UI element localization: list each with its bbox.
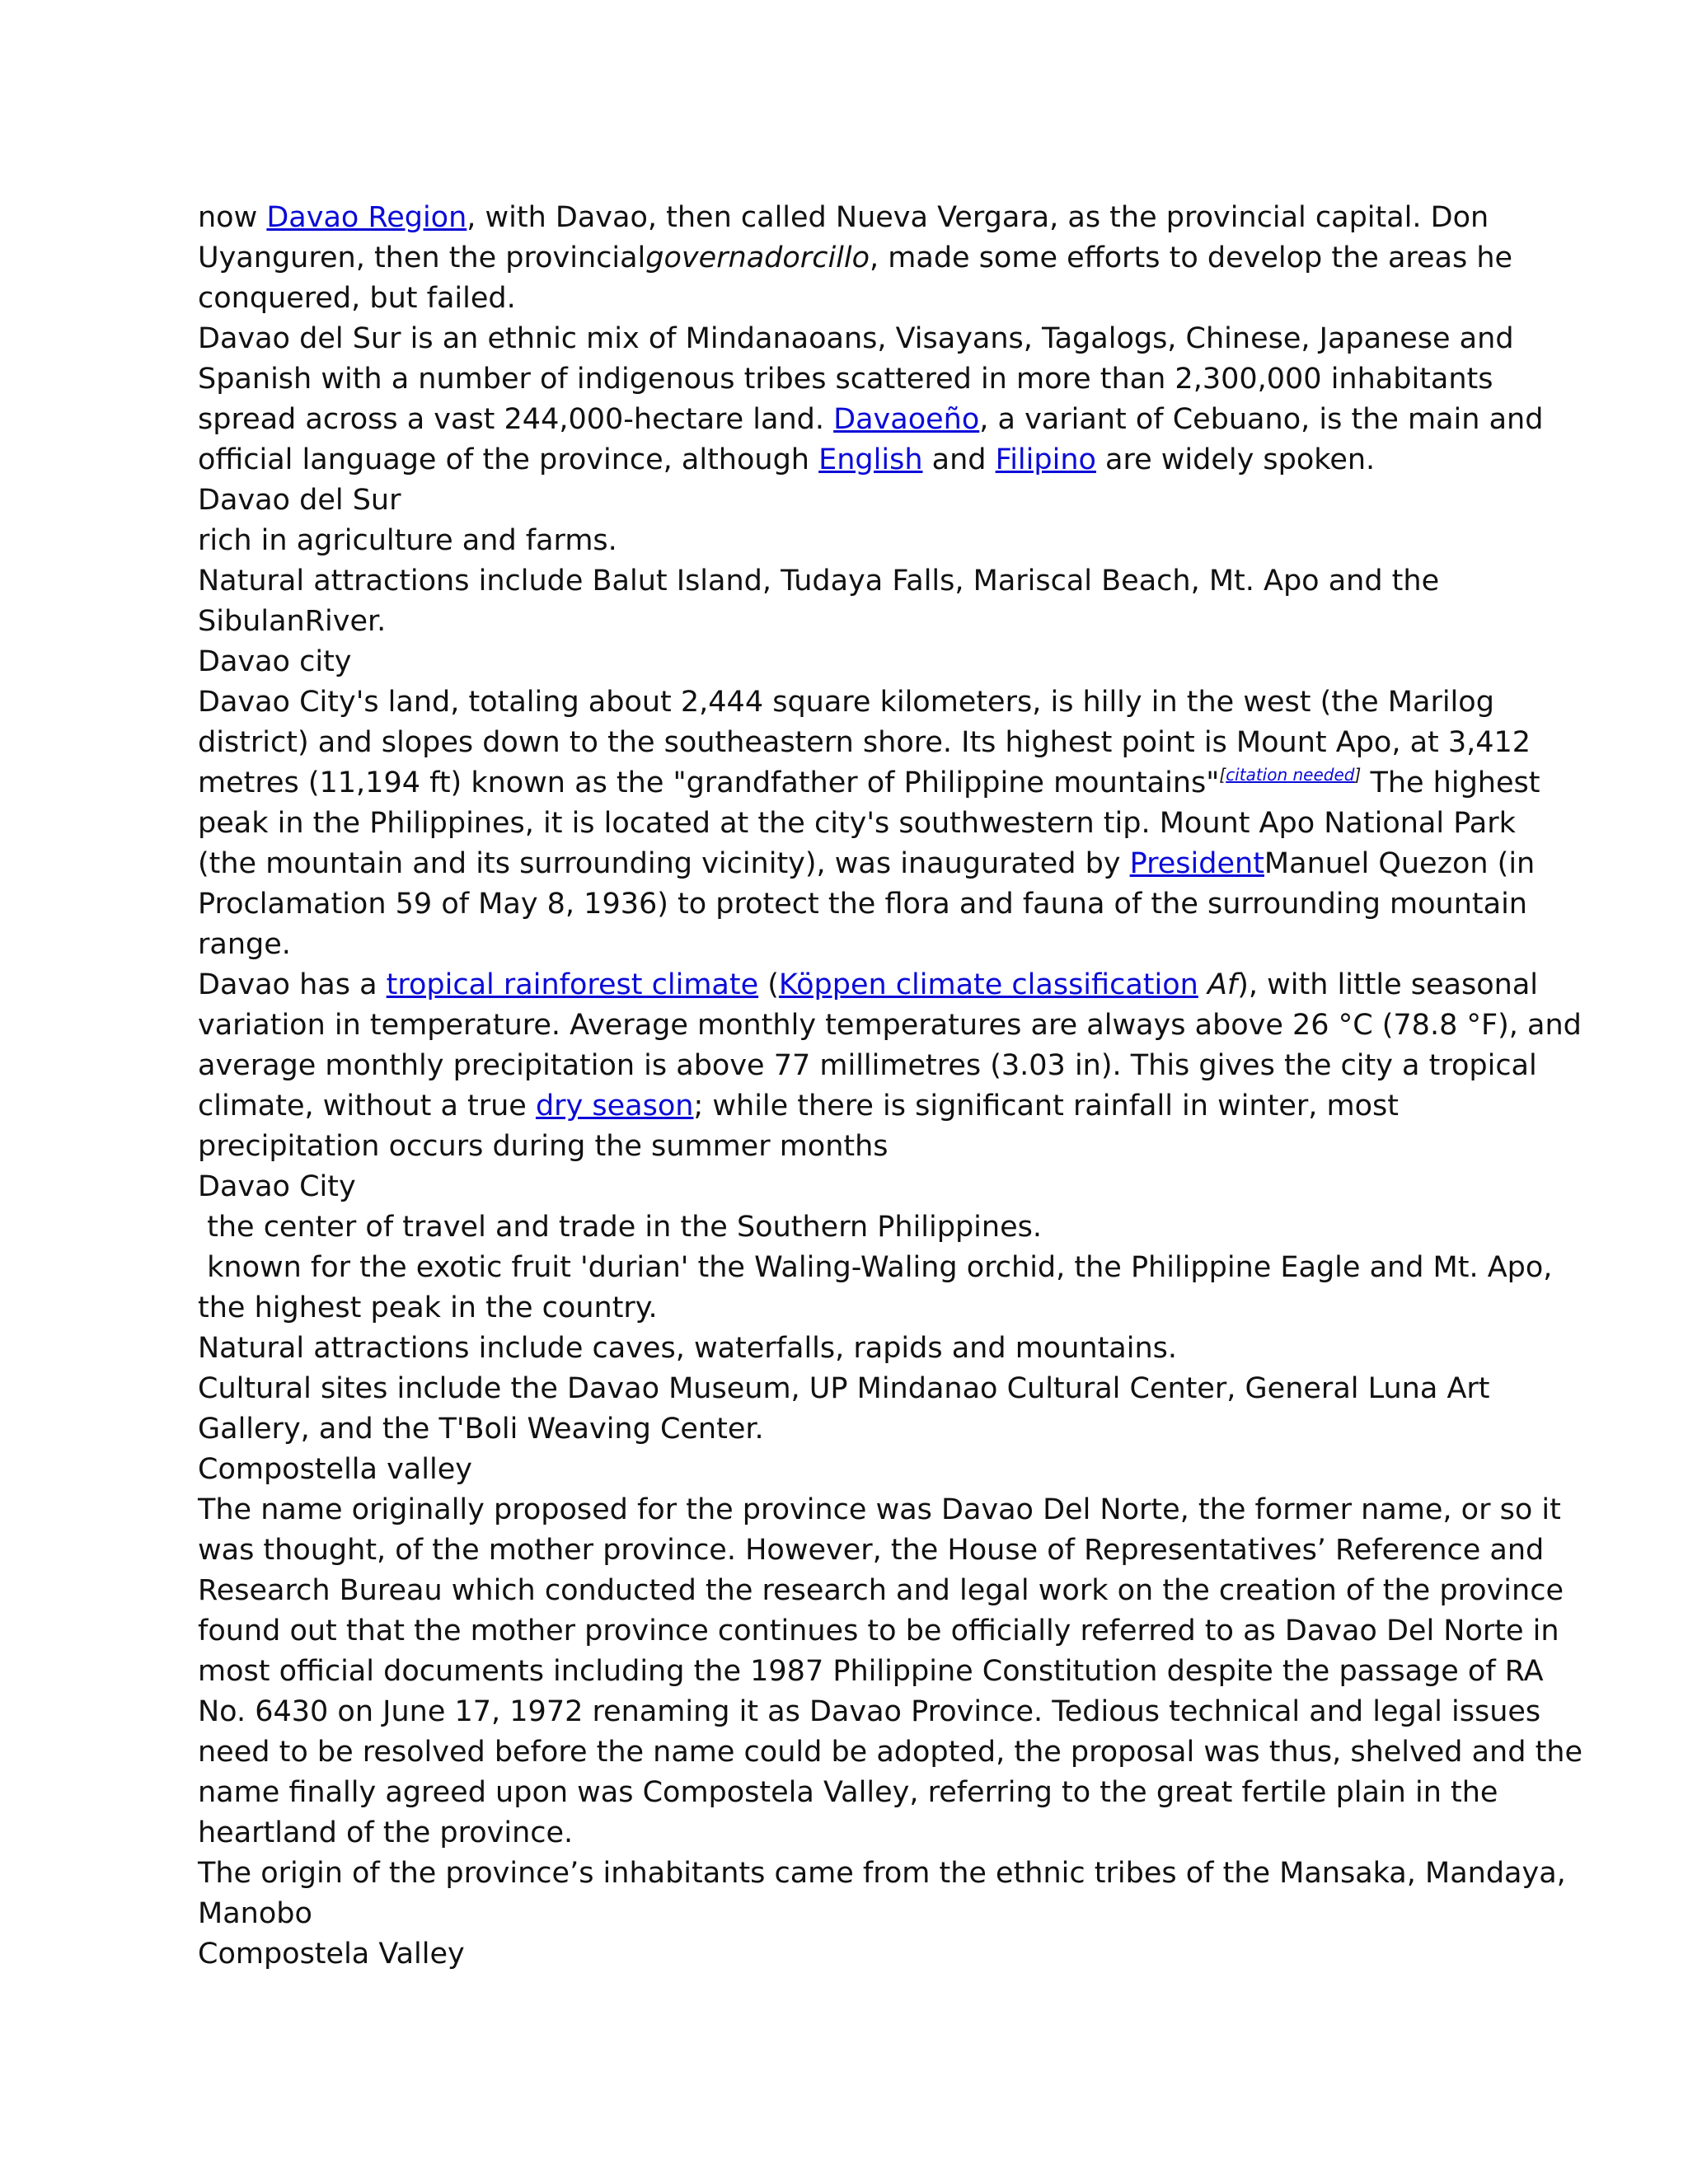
hyperlink[interactable]: English xyxy=(818,443,923,476)
text-line xyxy=(198,1692,1541,1732)
text-line xyxy=(198,440,1500,480)
text-line xyxy=(198,602,1500,642)
citation-needed-link[interactable]: citation needed xyxy=(1226,765,1355,785)
text-run: Davao has a xyxy=(198,968,387,1001)
text-line xyxy=(198,319,1514,359)
text-line xyxy=(198,723,1531,763)
text-run: are widely spoken. xyxy=(1095,443,1376,476)
hyperlink[interactable]: Davao Region xyxy=(266,201,467,234)
text-run: known for the exotic fruit 'durian' the Waling-Waling orchid, the Philippine Eagle and Mt. Apo, xyxy=(198,1251,1553,1284)
text-run: Davao del Sur is an ethnic mix of Mindanaoans, Visayans, Tagalogs, Chinese, Japanese and xyxy=(198,322,1514,355)
text-line xyxy=(198,763,1540,804)
text-run: spread across a vast 244,000-hectare land. xyxy=(198,403,834,436)
hyperlink[interactable]: tropical rainforest climate xyxy=(386,968,759,1001)
text-run: Compostela Valley xyxy=(198,1938,465,1971)
text-line xyxy=(198,1773,1500,1813)
text-line xyxy=(198,1611,1559,1652)
text-line xyxy=(198,1894,1500,1934)
document-body xyxy=(198,198,1583,1975)
text-line xyxy=(198,1086,1500,1127)
bracket-open: [ xyxy=(1219,765,1226,785)
text-run: official language of the province, although xyxy=(198,443,819,476)
text-run: SibulanRiver. xyxy=(198,605,387,638)
text-run: ( xyxy=(758,968,779,1001)
text-run: most official documents including the 1987 Philippine Constitution despite the passage of RA xyxy=(198,1655,1544,1688)
text-run: range. xyxy=(198,928,291,961)
text-line xyxy=(198,1127,1500,1167)
text-run: now xyxy=(198,201,267,234)
text-line xyxy=(198,1046,1537,1086)
text-line xyxy=(198,925,1500,965)
hyperlink[interactable]: dry season xyxy=(535,1090,694,1122)
text-run: No. 6430 on June 17, 1972 renaming it as Davao Province. Tedious technical and legal issues xyxy=(198,1695,1541,1728)
text-line xyxy=(198,359,1500,400)
hyperlink[interactable]: President xyxy=(1129,847,1264,880)
citation-note xyxy=(1219,765,1361,785)
text-run xyxy=(1198,968,1207,1001)
text-run: , a variant of Cebuano, is the main and xyxy=(979,403,1544,436)
text-line xyxy=(198,1409,1500,1450)
text-run: need to be resolved before the name could be adopted, the proposal was thus, shelved and the xyxy=(198,1736,1583,1769)
text-run: Research Bureau which conducted the research and legal work on the creation of the province xyxy=(198,1574,1564,1607)
text-run: the highest peak in the country. xyxy=(198,1291,658,1324)
text-line xyxy=(198,844,1536,884)
text-run: Natural attractions include Balut Island, Tudaya Falls, Mariscal Beach, Mt. Apo and the xyxy=(198,565,1440,598)
text-line xyxy=(198,1571,1564,1611)
text-run: found out that the mother province continues to be officially referred to as Davao Del Norte in xyxy=(198,1615,1559,1647)
bracket-close: ] xyxy=(1354,765,1362,785)
text-run: rich in agriculture and farms. xyxy=(198,524,617,557)
text-run: , made some efforts to develop the areas he xyxy=(870,241,1513,274)
text-line xyxy=(198,1732,1583,1773)
text-run: (the mountain and its surrounding vicinity), was inaugurated by xyxy=(198,847,1130,880)
text-run: ; while there is significant rainfall in winter, most xyxy=(693,1090,1399,1122)
text-line xyxy=(198,1329,1500,1369)
hyperlink[interactable]: Köppen climate classification xyxy=(778,968,1198,1001)
text-run: district) and slopes down to the southeastern shore. Its highest point is Mount Apo, at 3,412 xyxy=(198,726,1531,759)
text-run: variation in temperature. Average monthly temperatures are always above 26 °C (78.8 °F), and xyxy=(198,1009,1582,1042)
text-line xyxy=(198,884,1527,925)
text-line xyxy=(198,1369,1500,1409)
text-line xyxy=(198,1813,1500,1854)
text-line xyxy=(198,238,1513,279)
text-line xyxy=(198,1005,1582,1046)
text-line xyxy=(198,804,1516,844)
text-line xyxy=(198,521,1500,561)
text-line xyxy=(198,279,1500,319)
text-run: ), with little seasonal xyxy=(1237,968,1539,1001)
text-line xyxy=(198,1854,1566,1894)
text-run: Manobo xyxy=(198,1897,312,1930)
text-line xyxy=(198,1490,1561,1530)
text-line xyxy=(198,561,1500,602)
text-run: Compostella valley xyxy=(198,1453,472,1486)
text-run: Proclamation 59 of May 8, 1936) to protect the flora and fauna of the surrounding mountain xyxy=(198,888,1527,921)
text-run: Manuel Quezon (in xyxy=(1264,847,1536,880)
text-run: Davao city xyxy=(198,645,352,678)
text-run: average monthly precipitation is above 77 millimetres (3.03 in). This gives the city a tropical xyxy=(198,1049,1537,1082)
text-run: Spanish with a number of indigenous tribes scattered in more than 2,300,000 inhabitants xyxy=(198,363,1493,396)
text-line xyxy=(198,1207,1500,1248)
text-run: Davao City's land, totaling about 2,444 square kilometers, is hilly in the west (the Marilog xyxy=(198,686,1494,719)
hyperlink[interactable]: Davaoeño xyxy=(833,403,980,436)
text-run: precipitation occurs during the summer months xyxy=(198,1130,889,1163)
text-run: climate, without a true xyxy=(198,1090,536,1122)
text-line xyxy=(198,480,1500,521)
text-line xyxy=(198,642,1500,682)
text-run: Davao del Sur xyxy=(198,484,401,517)
text-line xyxy=(198,1934,1500,1975)
text-run: name finally agreed upon was Compostela Valley, referring to the great fertile plain in the xyxy=(198,1776,1498,1809)
text-run: was thought, of the mother province. However, the House of Representatives’ Reference and xyxy=(198,1534,1545,1567)
text-line xyxy=(198,1288,1500,1329)
text-run: heartland of the province. xyxy=(198,1816,574,1849)
text-line xyxy=(198,1248,1553,1288)
text-run: peak in the Philippines, it is located at the city's southwestern tip. Mount Apo National Park xyxy=(198,807,1516,840)
text-run: conquered, but failed. xyxy=(198,282,516,315)
text-line xyxy=(198,1530,1545,1571)
text-line xyxy=(198,682,1500,723)
text-run: , with Davao, then called Nueva Vergara, as the provincial capital. Don xyxy=(467,201,1489,234)
text-line xyxy=(198,1652,1544,1692)
hyperlink[interactable]: Filipino xyxy=(995,443,1096,476)
text-run: The name originally proposed for the province was Davao Del Norte, the former name, or so it xyxy=(198,1493,1561,1526)
text-run: the center of travel and trade in the Southern Philippines. xyxy=(198,1211,1042,1244)
text-run: Cultural sites include the Davao Museum, UP Mindanao Cultural Center, General Luna Art xyxy=(198,1372,1490,1405)
text-run: metres (11,194 ft) known as the "grandfather of Philippine mountains" xyxy=(198,766,1220,799)
text-run: Gallery, and the T'Boli Weaving Center. xyxy=(198,1413,764,1446)
italic-text: Af xyxy=(1207,968,1238,1001)
text-run: The highest xyxy=(1361,766,1540,799)
italic-text: governadorcillo xyxy=(645,241,870,274)
text-run: and xyxy=(922,443,996,476)
text-line xyxy=(198,1450,1500,1490)
text-run: The origin of the province’s inhabitants came from the ethnic tribes of the Mansaka, Mandaya, xyxy=(198,1857,1566,1890)
text-line xyxy=(198,198,1500,238)
text-line xyxy=(198,1167,1500,1207)
text-run: Natural attractions include caves, waterfalls, rapids and mountains. xyxy=(198,1332,1178,1365)
text-run: Uyanguren, then the provincial xyxy=(198,241,646,274)
text-line xyxy=(198,400,1544,440)
text-run: Davao City xyxy=(198,1170,356,1203)
text-line xyxy=(198,965,1539,1005)
